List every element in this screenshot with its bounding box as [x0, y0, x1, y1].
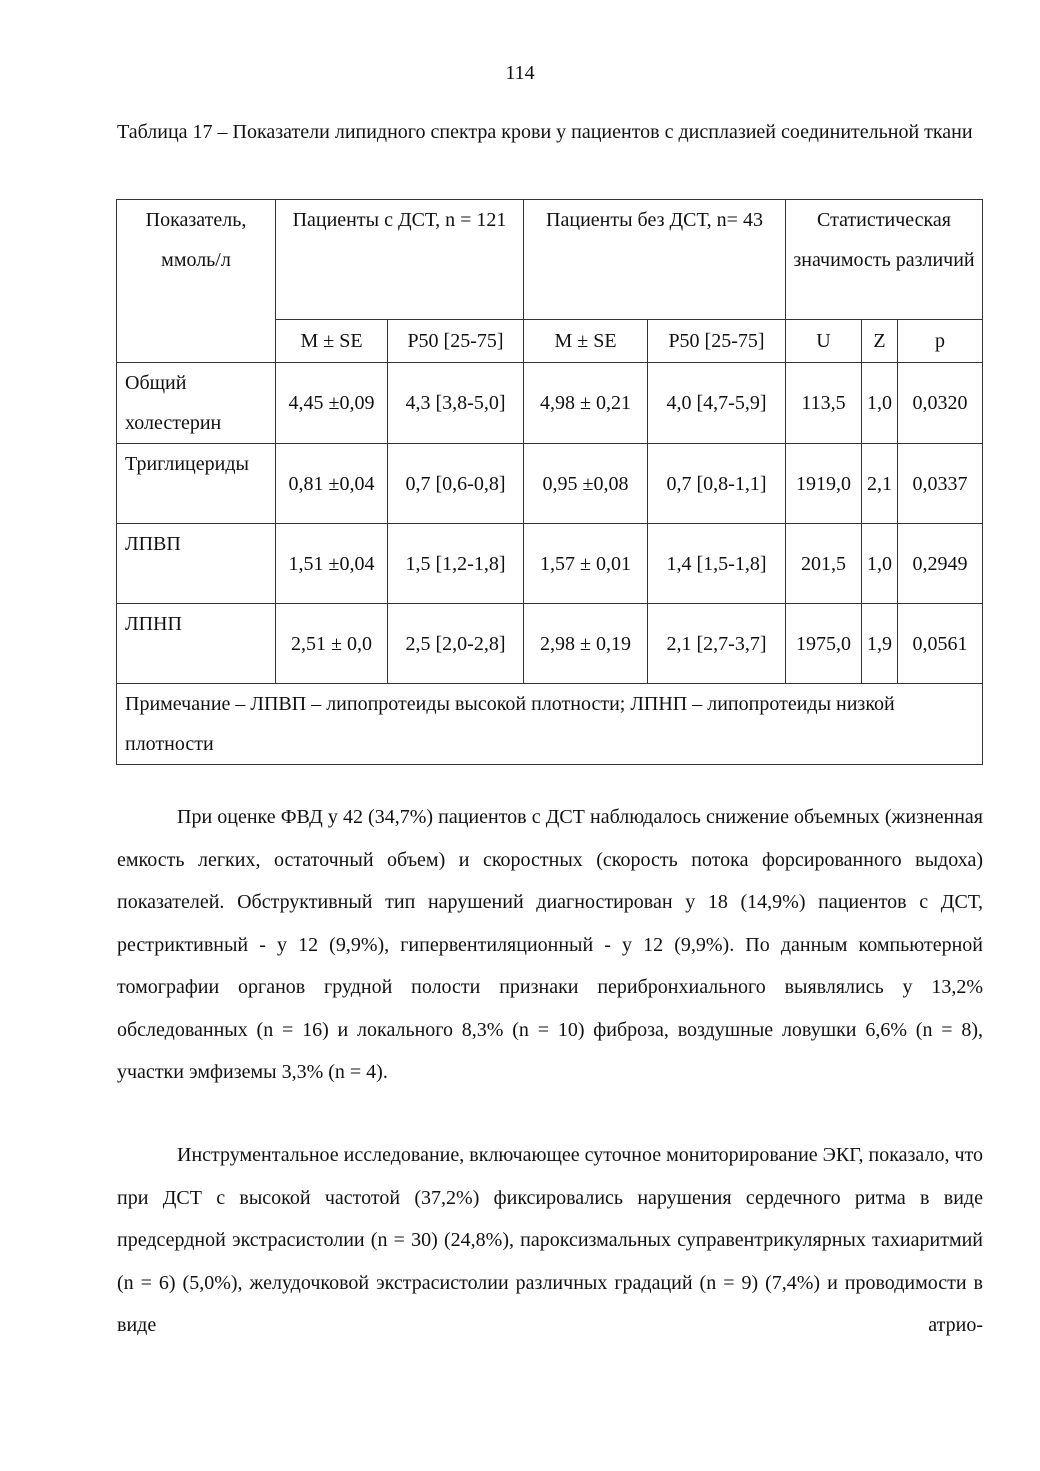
header-u: U	[786, 320, 862, 363]
cell-u: 1975,0	[786, 604, 862, 684]
row-name: ЛПНП	[117, 604, 276, 684]
row-name: ЛПВП	[117, 524, 276, 604]
cell-p50-dst: 4,3 [3,8-5,0]	[388, 363, 524, 444]
cell-u: 113,5	[786, 363, 862, 444]
page-number: 114	[505, 62, 535, 84]
cell-z: 1,0	[862, 524, 898, 604]
header-stat-significance: Статистическая значимость различий	[786, 200, 983, 320]
cell-mse-dst: 4,45 ±0,09	[276, 363, 388, 444]
header-group-no-dst: Пациенты без ДСТ, n= 43	[524, 200, 786, 320]
header-p50-no-dst: P50 [25-75]	[648, 320, 786, 363]
header-p50-dst: P50 [25-75]	[388, 320, 524, 363]
header-p: p	[898, 320, 983, 363]
header-z: Z	[862, 320, 898, 363]
header-mse-dst: M ± SE	[276, 320, 388, 363]
row-name: Общий холестерин	[117, 363, 276, 444]
cell-p50-dst: 1,5 [1,2-1,8]	[388, 524, 524, 604]
header-mse-no-dst: M ± SE	[524, 320, 648, 363]
cell-p50-dst: 2,5 [2,0-2,8]	[388, 604, 524, 684]
header-indicator: Показатель, ммоль/л	[117, 200, 276, 363]
cell-p: 0,0320	[898, 363, 983, 444]
cell-p: 0,0561	[898, 604, 983, 684]
row-name: Триглицериды	[117, 444, 276, 524]
cell-mse-no-dst: 1,57 ± 0,01	[524, 524, 648, 604]
cell-p50-no-dst: 1,4 [1,5-1,8]	[648, 524, 786, 604]
cell-p50-no-dst: 0,7 [0,8-1,1]	[648, 444, 786, 524]
cell-z: 2,1	[862, 444, 898, 524]
cell-mse-dst: 2,51 ± 0,0	[276, 604, 388, 684]
cell-p50-dst: 0,7 [0,6-0,8]	[388, 444, 524, 524]
cell-u: 201,5	[786, 524, 862, 604]
cell-mse-dst: 0,81 ±0,04	[276, 444, 388, 524]
cell-mse-no-dst: 2,98 ± 0,19	[524, 604, 648, 684]
cell-p: 0,0337	[898, 444, 983, 524]
table-note: Примечание – ЛПВП – липопротеиды высокой плотности; ЛПНП – липопротеиды низкой плотности	[117, 684, 983, 765]
paragraph-fvd: При оценке ФВД у 42 (34,7%) пациентов с ДСТ наблюдалось снижение объемных (жизненная емкость легких, остаточный объем) и скоростных (скорость потока форсированного выдоха) показателей. Обструктивный тип нарушений диагностирован у 18 (14,9%) пациентов с ДСТ, рестриктивный - у 12 (9,9%), гипервентиляционный - у 12 (9,9%). По данным компьютерной томографии органов грудной полости признаки перибронхиального выявлялись у 13,2% обследованных (n = 16) и локального 8,3% (n = 10) фиброза, воздушные ловушки 6,6% (n = 8), участки эмфиземы 3,3% (n = 4).	[117, 806, 983, 1083]
table-row	[117, 363, 983, 444]
cell-z: 1,0	[862, 363, 898, 444]
table-row	[117, 524, 983, 604]
paragraph-ecg: Инструментальное исследование, включающее суточное мониторирование ЭКГ, показало, что при ДСТ с высокой частотой (37,2%) фиксировались нарушения сердечного ритма в виде предсердной экстрасистолии (n = 30) (24,8%), пароксизмальных суправентрикулярных тахиаритмий (n = 6) (5,0%), желудочковой экстрасистолии различных градаций (n = 9) (7,4%) и проводимости в виде атрио-	[117, 1144, 983, 1336]
lipid-table	[116, 199, 983, 765]
cell-mse-no-dst: 4,98 ± 0,21	[524, 363, 648, 444]
table-row	[117, 604, 983, 684]
cell-p50-no-dst: 2,1 [2,7-3,7]	[648, 604, 786, 684]
cell-p50-no-dst: 4,0 [4,7-5,9]	[648, 363, 786, 444]
cell-mse-no-dst: 0,95 ±0,08	[524, 444, 648, 524]
header-group-dst: Пациенты с ДСТ, n = 121	[276, 200, 524, 320]
table-row	[117, 444, 983, 524]
cell-z: 1,9	[862, 604, 898, 684]
cell-u: 1919,0	[786, 444, 862, 524]
table-caption: Таблица 17 – Показатели липидного спектра крови у пациентов с дисплазией соединительной ткани	[117, 121, 973, 143]
cell-mse-dst: 1,51 ±0,04	[276, 524, 388, 604]
cell-p: 0,2949	[898, 524, 983, 604]
